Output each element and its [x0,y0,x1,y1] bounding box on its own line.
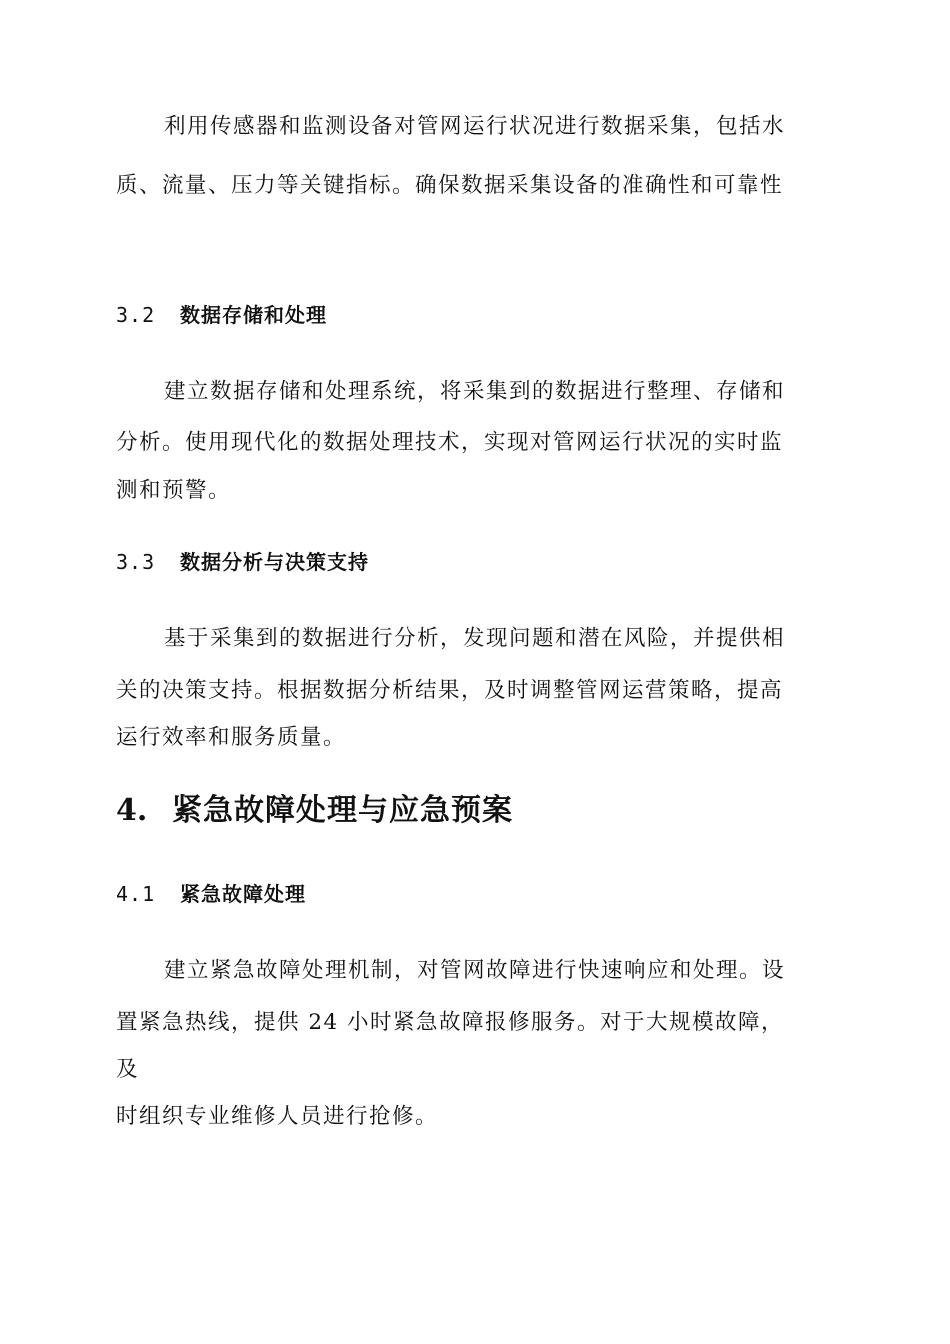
section-3-3-line-1: 基于采集到的数据进行分析，发现问题和潜在风险，并提供相 [164,626,786,651]
section-3-3-line-2: 关的决策支持。根据数据分析结果，及时调整管网运营策略，提高 [116,678,784,703]
section-4-1-title: 紧急故障处理 [180,882,306,906]
section-3-2-heading [116,300,327,330]
section-4-1-line-2: 置紧急热线，提供 24 小时紧急故障报修服务。对于大规模故障， [116,1010,785,1035]
chapter-4-number: 4. [116,793,148,828]
section-3-2-number: 3.2 [116,303,156,327]
chapter-4-heading [116,791,513,831]
section-3-2-line-3: 测和预警。 [116,478,232,503]
section-4-1-line-4: 时组织专业维修人员进行抢修。 [116,1104,439,1129]
section-4-1-line-3: 及 [116,1057,140,1082]
section-3-3-title: 数据分析与决策支持 [180,550,369,574]
section-3-3-number: 3.3 [116,550,156,574]
chapter-4-title: 紧急故障处理与应急预案 [172,793,513,828]
section-3-2-line-1: 建立数据存储和处理系统，将采集到的数据进行整理、存储和 [164,379,786,404]
paragraph-1-line-1: 利用传感器和监测设备对管网运行状况进行数据采集，包括水 [164,114,786,139]
paragraph-1-line-2: 质、流量、压力等关键指标。确保数据采集设备的准确性和可靠性 [116,173,784,198]
section-3-3-heading [116,547,369,577]
section-3-2-title: 数据存储和处理 [180,303,327,327]
section-4-1-heading [116,879,306,909]
section-4-1-number: 4.1 [116,882,156,906]
section-4-1-line-1: 建立紧急故障处理机制，对管网故障进行快速响应和处理。设 [164,958,786,983]
section-3-2-line-2: 分析。使用现代化的数据处理技术，实现对管网运行状况的实时监 [116,430,784,455]
section-3-3-line-3: 运行效率和服务质量。 [116,725,347,750]
